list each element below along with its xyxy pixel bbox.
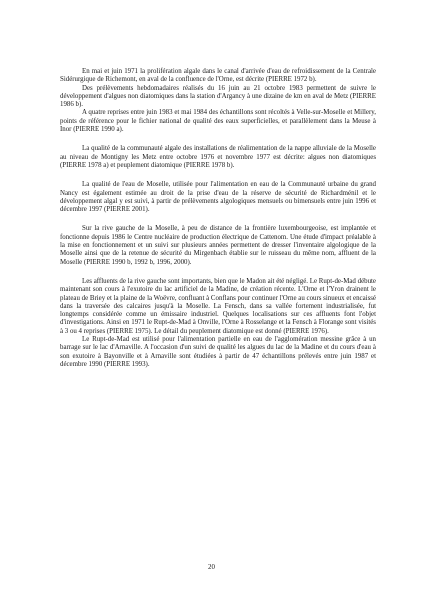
- paragraph-group-3: [60, 181, 376, 214]
- paragraph-richemont: En mai et juin 1971 la prolifération algale dans le canal d'arrivée d'eau de refroidissement de la Centrale Sidérurgique de Richemont, en aval de la confluence de l'Orne, est décrite (PIERRE 1972 b).: [60, 68, 376, 84]
- paragraph-argancy: Des prélèvements hebdomadaires réalisés du 16 juin au 21 octobre 1983 permettent de suivre le développement d'algues non diatomiques dans la station d'Argancy à une dizaine de km en aval de Metz (PIERRE 1986 b).: [60, 84, 376, 109]
- document-body: [60, 68, 376, 380]
- paragraph-group-1: [60, 68, 376, 134]
- paragraph-rupt-de-mad: Le Rupt-de-Mad est utilisé pour l'alimentation partielle en eau de l'agglomération messine grâce à un barrage sur le lac d'Arnaville. A l'occasion d'un suivi de qualité les algues du lac de la Madine et du cours d'eau à son exutoire à Bayonville et à Arnaville sont étudiées à partir de 47 échantillons prélevés entre juin 1987 et décembre 1990 (PIERRE 1993).: [60, 336, 376, 368]
- paragraph-group-4: [60, 225, 376, 266]
- paragraph-cattenom: Sur la rive gauche de la Moselle, à peu de distance de la frontière luxembourgeoise, est implantée et fonctionne depuis 1986 le Centre nucléaire de production électrique de Cattenom. Une étude d'impact préalable à la mise en fonctionnement et un suivi sur plusieurs années permettent de dresser l'inventaire algologique de la Moselle ainsi que de la retenue de sécurité du Mirgenbach établie sur le ruisseau du même nom, affluent de la Moselle (PIERRE 1990 b, 1992 b, 1996, 2000).: [60, 225, 376, 266]
- paragraph-affluents: Les affluents de la rive gauche sont importants, bien que le Madon ait été négligé. Le Rupt-de-Mad débute maintenant son cours à l'exutoire du lac artificiel de la Madine, de création récente. L'Orne et l'Yron drainent le plateau de Briey et la plaine de la Woëvre, confluant à Conflans pour continuer l'Orne au cours sinueux et encaissé dans la traversée des calcaires jusqu'à la Moselle. La Fensch, dans sa vallée fortement industrialisée, fut longtemps considérée comme un émissaire industriel. Quelques localisations sur ces affluents font l'objet d'investigations. Ainsi en 1971 le Rupt-de-Mad à Onville, l'Orne à Rosselange et la Fensch à Florange sont visités à 3 ou 4 reprises (PIERRE 1975). Le détail du peuplement diatomique est donné (PIERRE 1976).: [60, 277, 376, 335]
- paragraph-montigny: La qualité de la communauté algale des installations de réalimentation de la nappe alluviale de la Moselle au niveau de Montigny les Metz entre octobre 1976 et novembre 1977 est décrite: algues non diatomiques (PIERRE 1978 a) et peuplement diatomique (PIERRE 1978 b).: [60, 145, 376, 169]
- paragraph-velle-millery: A quatre reprises entre juin 1983 et mai 1984 des échantillons sont récoltés à Velle-sur-Moselle et Millery, points de référence pour le fichier national de qualité des eaux superficielles, et parallèlement dans la Meuse à Inor (PIERRE 1990 a).: [60, 109, 376, 134]
- paragraph-nancy: La qualité de l'eau de Moselle, utilisée pour l'alimentation en eau de la Communauté urbaine du grand Nancy est également estimée au droit de la prise d'eau de la réserve de sécurité de Richardménil et le développement algal y est suivi, à partir de prélèvements algologiques mensuels ou bimensuels entre juin 1996 et décembre 1997 (PIERRE 2001).: [60, 181, 376, 214]
- paragraph-group-5: [60, 278, 376, 369]
- page-number: 20: [208, 564, 215, 571]
- paragraph-group-2: [60, 145, 376, 170]
